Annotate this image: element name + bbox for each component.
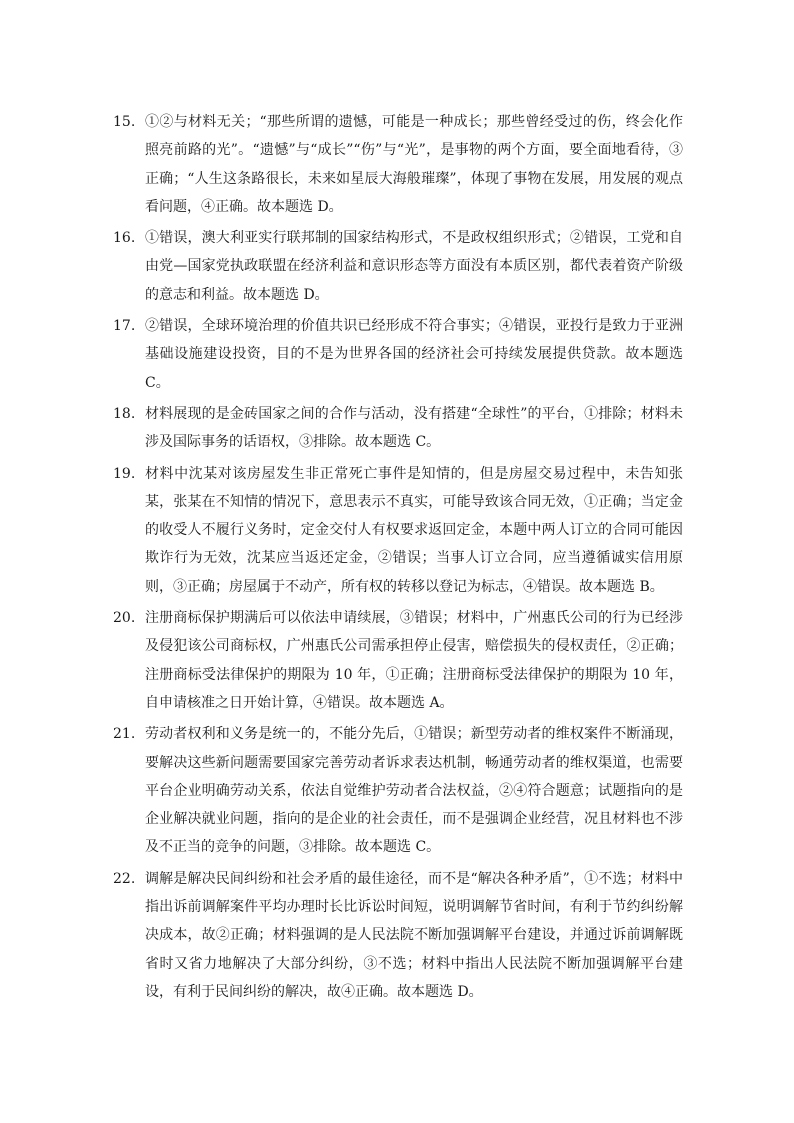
item-number: 16. (113, 230, 136, 247)
answer-item-19 (113, 460, 683, 601)
item-number: 20. (113, 610, 136, 627)
item-number: 21. (113, 726, 136, 743)
item-number: 19. (113, 465, 136, 482)
answer-item-18 (113, 400, 683, 457)
answer-item-15 (113, 108, 683, 221)
item-number: 22. (113, 870, 136, 887)
item-text: 注册商标保护期满后可以依法申请续展，③错误；材料中，广州惠氏公司的行为已经涉及侵犯该公司商标权，广州惠氏公司需承担停止侵害，赔偿损失的侵权责任，②正确；注册商标受法律保护的期限为 10 年，①正确；注册商标受法律保护的期限为 10 年，自申请核准之日开始计算，④错误。故本题选 A。 (145, 610, 683, 711)
answer-item-17 (113, 312, 683, 397)
item-text: ②错误，全球环境治理的价值共识已经形成不符合事实；④错误，亚投行是致力于亚洲基础设施建设投资，目的不是为世界各国的经济社会可持续发展提供贷款。故本题选 C。 (145, 318, 683, 391)
item-text: 材料中沈某对该房屋发生非正常死亡事件是知情的，但是房屋交易过程中，未告知张某，张某在不知情的情况下，意思表示不真实，可能导致该合同无效，①正确；当定金的收受人不履行义务时，定金交付人有权要求返回定金，本题中两人订立的合同可能因欺诈行为无效，沈某应当返还定金，②错误；当事人订立合同，应当遵循诚实信用原则，③正确；房屋属于不动产，所有权的转移以登记为标志，④错误。故本题选 B。 (145, 465, 683, 595)
item-text: 调解是解决民间纠纷和社会矛盾的最佳途径，而不是“解决各种矛盾”，①不选；材料中指出诉前调解案件平均办理时长比诉讼时间短，说明调解节省时间，有利于节约纠纷解决成本，故②正确；材料强调的是人民法院不断加强调解平台建设，并通过诉前调解既省时又省力地解决了大部分纠纷，③不选；材料中指出人民法院不断加强调解平台建设，有利于民间纠纷的解决，故④正确。故本题选 D。 (145, 870, 683, 1000)
answer-item-16 (113, 224, 683, 309)
item-number: 17. (113, 318, 136, 335)
item-text: ①错误，澳大利亚实行联邦制的国家结构形式，不是政权组织形式；②错误，工党和自由党—国家党执政联盟在经济利益和意识形态等方面没有本质区别，都代表着资产阶级的意志和利益。故本题选 D。 (145, 230, 683, 303)
item-number: 18. (113, 405, 136, 422)
answer-item-22 (113, 865, 683, 1006)
answer-explanations (113, 108, 683, 1009)
answer-item-21 (113, 720, 683, 861)
item-text: 劳动者权利和义务是统一的，不能分先后，①错误；新型劳动者的维权案件不断涌现，要解决这些新问题需要国家完善劳动者诉求表达机制，畅通劳动者的维权渠道，也需要平台企业明确劳动关系，依法自觉维护劳动者合法权益，②④符合题意；试题指向的是企业解决就业问题，指向的是企业的社会责任，而不是强调企业经营，况且材料也不涉及不正当的竞争的问题，③排除。故本题选 C。 (145, 726, 683, 856)
answer-item-20 (113, 604, 683, 717)
item-number: 15. (113, 114, 136, 130)
item-text: 材料展现的是金砖国家之间的合作与活动，没有搭建“全球性”的平台，①排除；材料未涉及国际事务的话语权，③排除。故本题选 C。 (145, 405, 683, 451)
item-text: ①②与材料无关；“那些所谓的遗憾，可能是一种成长；那些曾经受过的伤，终会化作照亮前路的光”。“遗憾”与“成长”“伤”与“光”，是事物的两个方面，要全面地看待，③正确；“人生这条路很长，未来如星辰大海般璀璨”，体现了事物在发展，用发展的观点看问题，④正确。故本题选 D。 (145, 114, 683, 215)
